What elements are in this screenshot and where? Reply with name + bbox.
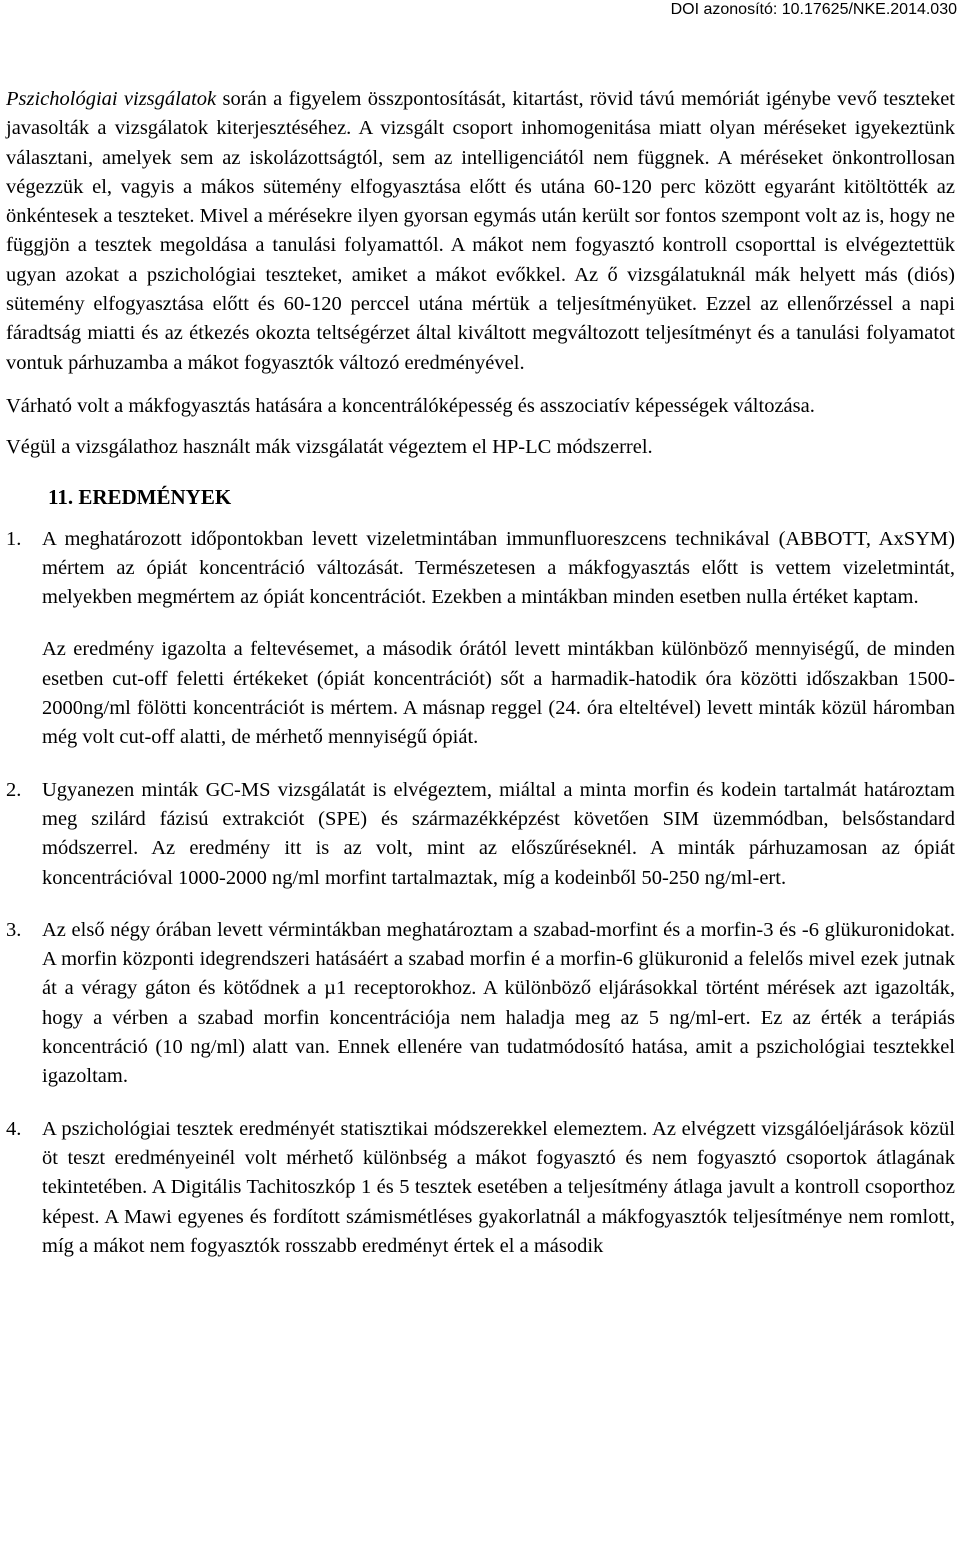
result-item-2 xyxy=(6,776,955,893)
result-number: 1. xyxy=(6,527,22,550)
intro-lead-italic: Pszichológiai vizsgálatok xyxy=(6,88,217,110)
intro-paragraph-1 xyxy=(6,85,955,378)
results-list xyxy=(6,525,955,1262)
result-number: 3. xyxy=(6,918,22,941)
intro-paragraph-3: Végül a vizsgálathoz használt mák vizsgálatát végeztem el HP-LC módszerrel. xyxy=(6,436,653,459)
result-paragraph: Ugyanezen minták GC-MS vizsgálatát is elvégeztem, miáltal a minta morfin és kodein tartalmát határoztam meg szilárd fázisú extrakciót (SPE) és származékképzést követően SIM üzemmódban, belsőstandard módszerrel. Az eredmény itt is az volt, mint az előszűréseknél. A minták párhuzamosan az ópiát koncentrációval 1000-2000 ng/ml morfint tartalmaztak, míg a kodeinből 50-250 ng/ml-ert. xyxy=(42,778,955,889)
section-heading: 11. EREDMÉNYEK xyxy=(48,484,232,509)
intro-paragraph-2: Várható volt a mákfogyasztás hatására a koncentrálóképesség és asszociatív képességek változása. xyxy=(6,394,815,417)
result-item-3 xyxy=(6,916,955,1092)
result-paragraph: Az első négy órában levett vérmintákban meghatároztam a szabad-morfint és a morfin-3 és -6 glükuronidokat. A morfin központi idegrendszeri hatásáért a szabad morfin é a morfin-6 glükuronid a felelős mivel ezek jutnak át a véragy gáton és kötődnek a µ1 receptorokhoz. A különböző eljárásokkal történt mérések azt igazolták, hogy a vérben a szabad morfin koncentrációja nem haladja meg az 5 ng/ml-ert. Ez az érték a terápiás koncentráció (10 ng/ml) alatt van. Ennek ellenére van tudatmódosító hatása, amit a pszichológiai tesztekkel igazoltam. xyxy=(42,918,955,1088)
result-item-1 xyxy=(6,525,955,753)
intro-paragraph-1-text: során a figyelem összpontosítását, kitartást, rövid távú memóriát igénybe vevő teszteket javasolták a vizsgálatok kiterjesztéséhez. A vizsgált csoport inhomogenitása miatt olyan méréseket igyekeztünk választani, amelyek sem az iskolázottságtól, sem az intelligenciától nem függnek. A méréseket önkontrollosan végezzük el, vagyis a mákos sütemény elfogyasztása előtt és utána 60-120 perc között egyaránt kitöltötték az önkéntesek a teszteket. Mivel a mérésekre ilyen gyorsan egymás után került sor fontos szempont volt az is, hogy ne függjön a tesztek megoldása a tanulási folyamattól. A mákot nem fogyasztó kontroll csoporttal is elvégeztettük ugyan azokat a pszichológiai teszteket, amiket a mákot evőkkel. Az ő vizsgálatuknál mák helyett más (diós) sütemény elfogyasztása előtt és 60-120 perccel utána mértük a teljesítményüket. Ezzel az ellenőrzéssel a napi fáradtság miatti és az étkezés okozta teltségérzet által kiváltott megváltozott teljesítményt és a tanulási folyamatot vontuk párhuzamba a mákot fogyasztók változó eredményével. xyxy=(6,88,955,374)
document-body xyxy=(6,85,955,1261)
result-number: 4. xyxy=(6,1117,22,1140)
result-paragraph: A meghatározott időpontokban levett vizeletmintában immunfluoreszcens technikával (ABBOTT, AxSYM) mértem az ópiát koncentráció változását. Természetesen a mákfogyasztás előtt is vettem vizeletmintát, melyekben megmértem az ópiát koncentrációt. Ezekben a mintákban minden esetben nulla értéket kaptam. xyxy=(42,527,955,609)
result-item-4 xyxy=(6,1115,955,1261)
doi-header: DOI azonosító: 10.17625/NKE.2014.030 xyxy=(670,1,957,18)
result-number: 2. xyxy=(6,778,22,801)
result-paragraph: A pszichológiai tesztek eredményét statisztikai módszerekkel elemeztem. Az elvégzett vizsgálóeljárások közül öt teszt eredményeinél volt mérhető különbség a mákot fogyasztó és nem fogyasztó csoportok átlagának tekintetében. A Digitális Tachitoszkóp 1 és 5 tesztek esetében a teljesítmény átlaga javult a kontroll csoporthoz képest. A Mawi egyenes és fordított számismétléses gyakorlatnál a mákfogyasztók teljesítménye nem romlott, míg a mákot nem fogyasztók rosszabb eredményt értek el a második xyxy=(42,1117,955,1257)
result-paragraph: Az eredmény igazolta a feltevésemet, a második órától levett mintákban különböző mennyiségű, de minden esetben cut-off feletti értékeket (ópiát koncentrációt) sőt a harmadik-hatodik óra közötti időszakban 1500-2000ng/ml fölötti koncentrációt is mértem. A másnap reggel (24. óra elteltével) levett minták közül háromban még volt cut-off alatti, de mérhető mennyiségű ópiát. xyxy=(42,638,955,749)
